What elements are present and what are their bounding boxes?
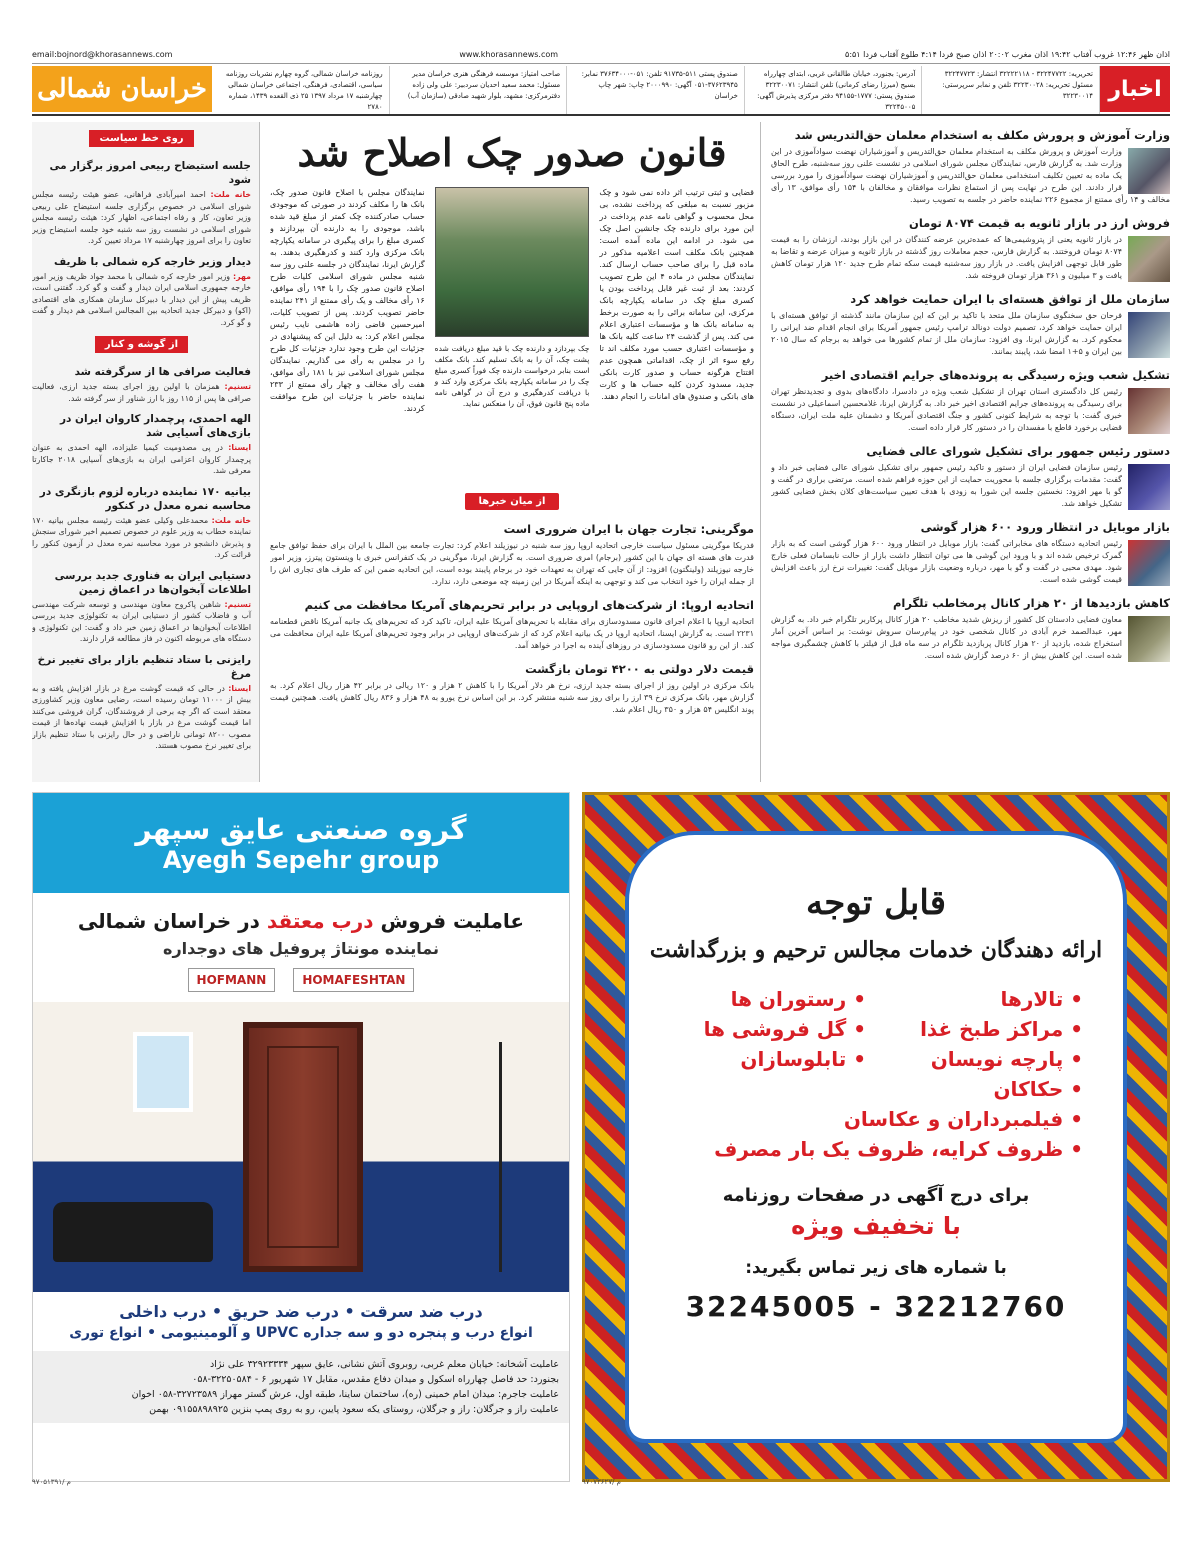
sidebar-head-misc: از گوشه و کنار bbox=[95, 336, 188, 353]
top-email: email:bojnord@khorasannews.com bbox=[32, 50, 173, 59]
news-item bbox=[771, 514, 1170, 586]
masthead-info: تحریریه: ۳۲۲۴۷۷۲۲ - ۳۲۲۲۲۱۱۸ انتشار: ۳۲۲۴۷۷۲۳ مسئول تحریریه: ۳۲۲۳۰۰۲۸ تلفن و نمابر سرپرستی: ۳۲۲۳۰۰۱۴ bbox=[922, 66, 1100, 114]
main-story-body bbox=[270, 187, 754, 487]
news-thumbnail bbox=[1128, 148, 1170, 194]
news-thumbnail bbox=[1128, 388, 1170, 434]
news-title[interactable]: بازار موبایل در انتظار ورود ۶۰۰ هزار گوشی bbox=[920, 520, 1170, 534]
door-showroom-image bbox=[33, 1002, 569, 1292]
masthead-info: صاحب امتیاز: موسسه فرهنگی هنری خراسان مدیر مسئول: محمد سعید احدیان سردبیر: علی ولی زاده دفترمرکزی: مشهد، بلوار شهید صادقی (سازمان آب) bbox=[390, 66, 568, 114]
sidebar-item bbox=[32, 653, 251, 752]
news-thumbnail bbox=[1128, 464, 1170, 510]
source-label: خانه ملت: bbox=[211, 515, 251, 525]
service-item: • ظروف کرایه، ظروف یک بار مصرف bbox=[714, 1137, 1083, 1161]
service-item: • مراکز طبخ غذا bbox=[920, 1017, 1083, 1041]
news-thumbnail bbox=[1128, 540, 1170, 586]
lamp-icon bbox=[499, 1042, 529, 1272]
brief-body: اتحادیه اروپا با اعلام اجرای قانون مسدودسازی برای مقابله با تحریم‌های آمریکا علیه ایران، تاکید کرد که تحریم‌های یک جانبه آمریکا ناقض قطعنامه ۲۲۳۱ است. به گزارش ایسنا، اتحادیه اروپا در یک بیانیه اعلام کرد که از شرکت‌های اروپایی در برابر وجود تحریم‌های آمریکا علیه ایران محافظت می کند. از این رو قانون مسدودسازی در روزهای آینده به اجرا در خواهد آمد. bbox=[270, 617, 754, 650]
newspaper-logo: خراسان شمالی bbox=[32, 66, 212, 112]
ad-header bbox=[33, 793, 569, 893]
news-body: رئیس اتحادیه دستگاه های مخابراتی گفت: بازار موبایل در انتظار ورود ۶۰۰ هزار گوشی است که به بازار گمرک ترخیص شده اند و با ورود این گوشی ها می توان انتظار داشت بازار از حالت نابسامان فعلی خارج شود. مهدی محبی در گفت و گو با مهر، درباره وضعیت بازار موبایل گفت: تغییرات نرخ ارز باعث افزایش قیمت گوشی شده است. bbox=[771, 539, 1122, 584]
masthead bbox=[32, 66, 1170, 116]
product-types: انواع درب و پنجره دو و سه جداره UPVC و آلومینیومی • انواع توری bbox=[69, 1325, 533, 1341]
news-body: فرحان حق سخنگوی سازمان ملل متحد با تاکید بر این که این سازمان مانند گذشته از توافق هسته‌ای با ایران حمایت خواهد کرد، تصمیم دولت دونالد ترامپ رئیس جمهور آمریکا برای انجام اقدام ضد ایرانی را محکوم کرد. به گزارش ایرنا، وی افزود: سازمان ملل از تمام کشورها می خواهد به برجام که سال ۲۰۱۵ بین ایران و ۵+۱ امضا شد، پایبند بمانند. bbox=[771, 311, 1122, 356]
sidebar-head-politics: روی خط سیاست bbox=[89, 130, 193, 147]
news-title[interactable]: فروش ارز در بازار ثانویه به قیمت ۸۰۷۴ تومان bbox=[909, 216, 1170, 230]
news-item bbox=[771, 122, 1170, 206]
brief-title[interactable]: قیمت دلار دولتی به ۴۲۰۰ تومان بازگشت bbox=[525, 662, 754, 676]
news-thumbnail bbox=[1128, 312, 1170, 358]
right-news-column bbox=[760, 122, 1170, 782]
source-label: تسنیم: bbox=[224, 599, 251, 609]
news-title[interactable]: سازمان ملل از توافق هسته‌ای با ایران حمایت خواهد کرد bbox=[850, 292, 1170, 306]
ad-subtitle: ارائه دهندگان خدمات مجالس ترحیم و بزرگداشت bbox=[649, 937, 1103, 963]
ad-call-text: با شماره های زیر تماس بگیرید: bbox=[745, 1258, 1007, 1278]
partner-logos bbox=[33, 968, 569, 992]
service-item: • تالارها bbox=[1000, 987, 1083, 1011]
sidebar-body: در پی مصدومیت کیمیا علیزاده، الهه احمدی به عنوان پرچمدار کاروان اعزامی ایران به بازی‌های آسیایی ۲۰۱۸ جاکارتا معرفی شد. bbox=[32, 443, 251, 475]
homafeshtan-logo: HOMAFESHTAN bbox=[293, 968, 414, 992]
sidebar-body: محمدعلی وکیلی عضو هیئت رئیسه مجلس بیانیه ۱۷۰ نماینده خطاب به وزیر علوم در خصوص تصمیم اخیر شورای سنجش و پذیرش دانشجو در مورد محاسبه نمره معدل در آزمون کنکور را قرائت کرد. bbox=[32, 515, 251, 559]
sidebar-item bbox=[32, 485, 251, 561]
ad-code: ۹۷۰۵۱۳۹۱/ م bbox=[32, 1478, 72, 1486]
sidebar-item bbox=[32, 159, 251, 247]
sidebar-body: همزمان با اولین روز اجرای بسته جدید ارزی، فعالیت صرافی ها پس از ۱۱۵ روز با ارز شناور از سر گرفته شد. bbox=[32, 382, 251, 403]
agency-sub: نماینده مونتاژ پروفیل های دوجداره bbox=[163, 939, 439, 958]
top-site: www.khorasannews.com bbox=[459, 50, 559, 59]
brief-body: فدریکا موگرینی مسئول سیاست خارجی اتحادیه اروپا روز سه شنبه در نیوزیلند اعلام کرد: تجارت جامعه بین الملل با ایران برای حفظ توافق جامع قدرت های هسته ای جهان با این کشور (برجام) امری ضروری است. به گزارش ایرنا، موگرینی در یک کنفرانس خبری با وینستون پیترز، وزیر امور خارجه نیوزیلند (ولینگتون) افزود: از آن جایی که تهران به تعهدات خود در برجام پایبند بوده است، این اتحادیه ضمن این که طرف های تجاری اش را از جمله ایران را خود انتخاب می کند و توجهی به اینکه آمریکا در این زمینه چه موضعی دارد، ندارد. bbox=[270, 541, 754, 586]
door-icon bbox=[243, 1022, 363, 1272]
sofa-icon bbox=[53, 1202, 213, 1262]
news-item bbox=[771, 210, 1170, 282]
hofmann-logo: HOFMANN bbox=[188, 968, 276, 992]
sidebar-item bbox=[32, 255, 251, 329]
main-headline[interactable]: قانون صدور چک اصلاح شد bbox=[297, 130, 727, 175]
ad-publish-text: برای درج آگهی در صفحات روزنامه bbox=[722, 1185, 1030, 1206]
story-column bbox=[435, 187, 590, 487]
brief-body: بانک مرکزی در اولین روز از اجرای بسته جدید ارزی، نرخ هر دلار آمریکا را با کاهش ۲ هزار و ۱۲۰ ریالی در برابر ۴۲ هزار ریال اعلام کرد. به گزارش مهر، بانک مرکزی نرخ ۳۹ ارز را برای روز سه شنبه منتشر کرد. بر این اساس نرخ یورو به ۴۸ هزار و ۸۳۶ ریال کاهش یافت. همچنین قیمت پوند انگلیس ۵۴ هزار و ۳۵۰ ریال اعلام شد. bbox=[270, 681, 754, 714]
news-body: در بازار ثانویه یعنی از پتروشیمی‌ها که عمده‌ترین عرضه کنندگان در این بازار بودند، ارزشان را به قیمت ۸۰۷۴ تومان فروختند. به گزارش فارس، حجم معاملات روز گذشته در بازار ثانویه و میزان عرضه و تقاضا به طور قابل توجهی افزایش یافت. در بازار روز سه‌شنبه قیمت سکه تمام طرح جدید ۱۲۰ هزار تومان کاهش یافت و ۳ میلیون و ۳۶۱ هزار تومان فروخته شد. bbox=[771, 235, 1123, 280]
sidebar-title[interactable]: فعالیت صرافی ها از سرگرفته شد bbox=[74, 366, 251, 378]
news-title[interactable]: دستور رئیس جمهور برای تشکیل شورای عالی فضایی bbox=[866, 444, 1170, 458]
attention-ad[interactable] bbox=[582, 792, 1170, 1482]
brief-item bbox=[270, 516, 754, 588]
sidebar-title[interactable]: بیانیه ۱۷۰ نماینده درباره لزوم بازنگری در محاسبه نمره معدل در کنکور bbox=[39, 485, 251, 512]
source-label: ایسنا: bbox=[228, 683, 251, 693]
news-body: رئیس کل دادگستری استان تهران از تشکیل شعب ویژه در دادسرا، دادگاه‌های بدوی و تجدیدنظر تهران برای رسیدگی به پرونده‌های جرایم اقتصادی اخیر خبر داد. به گزارش ایرنا، غلامحسین اسماعیلی در نشست خبری گفت: با توجه به شرایط کنونی کشور و جنگ اقتصادی آمریکا و دشمنان علیه ملت ایران، دستگاه قضایی برخورد قاطع با مفسدان را در دستور کار قرار داده است. bbox=[771, 387, 1122, 432]
attention-ad-panel bbox=[625, 831, 1127, 1443]
sidebar-body: احمد امیرآبادی فراهانی، عضو هیئت رئیسه مجلس شورای اسلامی در خصوص برگزاری جلسه استیضاح علی ربیعی وزیر تعاون، کار و رفاه اجتماعی، اظهار کرد: هیئت رئیسه مجلس شورای اسلامی در نشست روز سه شنبه خود جلسه استیضاح وزیر تعاون را برای امروز چهارشنبه ۱۷ مرداد تعیین کرد. bbox=[32, 190, 251, 245]
news-item bbox=[771, 590, 1170, 662]
masthead-info: آدرس: بجنورد، خیابان طالقانی غربی، ابتدای چهارراه بسیج (میرزا رضای کرمانی) تلفن انتشار: ۳۲۲۳۰۰۷۱ صندوق پستی: ۱۷۷۷-۹۴۱۵۵ دفتر مرکزی پذیرش آگهی: ۳۲۲۴۵۰۰۵ bbox=[745, 66, 923, 114]
briefs-tag: از میان خبرها bbox=[465, 493, 560, 510]
source-label: ایسنا: bbox=[228, 443, 251, 452]
agency-line: عاملیت فروش درب معتقد در خراسان شمالی bbox=[77, 909, 525, 933]
sidebar-item bbox=[32, 365, 251, 404]
sidebar-title[interactable]: رایزنی با ستاد تنظیم بازار برای تغییر نرخ مرغ bbox=[37, 653, 251, 680]
sidebar-body: وزیر امور خارجه کره شمالی با محمد جواد ظریف وزیر امور خارجه جمهوری اسلامی ایران دیدار و گفت و گو کرد. گفتنی است، ظریف پیش از این دیدار با دبیرکل سازمان همکاری های اقتصادی (اکو) و دبیرکل جدید اتحادیه بین المجالس اسلامی هم دیدار و گفت و گو کرد. bbox=[32, 271, 251, 327]
address-line: بجنورد: حد فاصل چهارراه اسکول و میدان دفاع مقدس، مقابل ۱۷ شهریور ۶ - ۳۲۲۵۰۵۸۴-۰۵۸ bbox=[192, 1374, 559, 1385]
brief-title[interactable]: اتحادیه اروپا: از شرکت‌های اروپایی در برابر تحریم‌های آمریکا محافظت می کنیم bbox=[304, 598, 754, 612]
story-column: نمایندگان مجلس با اصلاح قانون صدور چک، بانک ها را مکلف کردند در صورتی که موجودی حساب صادرکننده چک کمتر از مبلغ قید شده باشد، موجودی را به دارنده آن بپردازند و کسری مبلغ را برای پیگیری در سامانه یکپارچه بانک مرکزی وارد کنند و کدرهگیری بدهند. به گزارش ایرنا، نمایندگان در جلسه علنی روز سه شنبه مجلس شورای اسلامی کلیات طرح اصلاح قانون صدور چک را با ۱۹۴ رأی موافق، ۱۶ رأی مخالف و یک رأی ممتنع از ۲۴۱ نماینده حاضر تصویب کردند. پس از تصویب کلیات، امیرحسین قاضی زاده هاشمی نایب رئیس مجلس اعلام کرد: به دلیل این که پیشنهادی در جزئیات این طرح وجود ندارد جزئیات کل طرح را در مجلس به رأی می گذاریم. نمایندگان مجلس شورای اسلامی نیز با ۱۸۱ رأی موافق، هفت رأی مخالف و چهار رأی ممتنع از ۲۳۳ نماینده حاضر با جزئیات این طرح موافقت کردند. bbox=[270, 188, 425, 413]
company-name-fa: گروه صنعتی عایق سپهر bbox=[135, 812, 467, 846]
ad-code: ۹۷۰۷۳۶۲۷/ م bbox=[582, 1478, 622, 1486]
parliament-photo bbox=[435, 187, 590, 337]
sidebar-title[interactable]: الهه احمدی، پرچمدار کاروان ایران در بازی‌های آسیایی شد bbox=[59, 413, 251, 439]
news-item bbox=[771, 286, 1170, 358]
sidebar-title[interactable]: جلسه استیضاح ربیعی امروز برگزار می شود bbox=[49, 160, 251, 186]
section-badge: اخبار bbox=[1100, 66, 1170, 112]
ayegh-sepehr-ad[interactable] bbox=[32, 792, 570, 1482]
ad-discount: با تخفیف ویژه bbox=[791, 1212, 961, 1240]
sidebar-body: در حالی که قیمت گوشت مرغ در بازار افزایش یافته و به بیش از ۱۱۰۰۰ تومان رسیده است، رضایی معاون وزیر کشاورزی معتقد است که اگر چه برخی از فروشندگان، گران فروشی می‌کنند اما قیمت گوشت مرغ در بازار با افزایش قیمت نهاده‌ها از قیمت مصوب ۸۲۰۰ تومانی ناراضی و در حال رایزنی با ستاد تنظیم بازار برای تغییر نرخ مصوب هستند. bbox=[32, 683, 251, 750]
agency-addresses bbox=[33, 1351, 569, 1423]
address-line: عاملیت راز و جرگلان: راز و جرگلان، روستای یکه سعود پایین، رو به روی پمپ بنزین ۰۹۱۵۵۸۹۸۹۲۵ بهمن bbox=[149, 1404, 559, 1415]
service-item: • تابلوسازان bbox=[740, 1047, 866, 1071]
news-body: معاون فضایی دادستان کل کشور از ریزش شدید مخاطب ۲۰ هزار کانال پرکاربر تلگرام خبر داد. به گزارش مهر، عبدالصمد خرم آبادی در کانال شخصی خود در پیام‌رسان سروش نوشت: بر اساس آخرین آمار استخراج شده، بازدید از ۲۰ هزار کانال پربازدید تلگرام در سه ماه قبل از فیلتر با کاهش چشمگیری مواجه شده است. این کاهش بیش از ۶۰ درصد گزارش شده است. bbox=[771, 615, 1123, 660]
company-name-en: Ayegh Sepehr group bbox=[162, 845, 440, 874]
ad-phone-numbers[interactable]: 32245005 - 32212760 bbox=[685, 1290, 1067, 1323]
service-item: • گل فروشی ها bbox=[703, 1017, 866, 1041]
news-thumbnail bbox=[1128, 616, 1170, 662]
news-title[interactable]: وزارت آموزش و پرورش مکلف به استخدام معلمان حق‌التدریس شد bbox=[794, 128, 1170, 142]
news-item bbox=[771, 438, 1170, 510]
brief-item bbox=[270, 656, 754, 716]
news-body: وزارت آموزش و پرورش مکلف به استخدام معلمان حق‌التدریس و آموزشیاران نهضت سوادآموزی در این وزارت شد. به گزارش فارس، نمایندگان مجلس شورای اسلامی در نشست علنی روز سه‌شنبه، طرح الحاق یک ماده به تعیین تکلیف استخدامی معلمان حق‌التدریس و آموزشیاران نهضت سوادآموزی را مورد بررسی قرار دادند. این طرح در نهایت پس از استماع نظرات موافقان و مخالفان با ۱۵۴ رأی موافق، ۱۳ رأی مخالف و ۱۴ رأی ممتنع از مجموع ۲۲۶ نماینده حاضر در جلسه به تصویب رسید. bbox=[771, 147, 1170, 204]
window-icon bbox=[133, 1032, 193, 1112]
service-item: • فیلمبرداران و عکاسان bbox=[843, 1107, 1083, 1131]
service-item: • پارچه نویسان bbox=[930, 1047, 1083, 1071]
source-label: خانه ملت: bbox=[210, 190, 251, 199]
address-line: عاملیت جاجرم: میدان امام خمینی (ره)، ساختمان ساینا، طبقه اول، عرش گستر مهراز ۳۲۷۲۳۵۸۹-۰۵۸ اخوان bbox=[131, 1389, 559, 1400]
sidebar-title[interactable]: دیدار وزیر خارجه کره شمالی با ظریف bbox=[54, 255, 251, 268]
news-title[interactable]: کاهش بازدیدها از ۲۰ هزار کانال پرمخاطب تلگرام bbox=[892, 596, 1170, 610]
brief-title[interactable]: موگرینی: تجارت جهان با ایران ضروری است bbox=[503, 522, 754, 536]
sidebar-body: شاهین پاکروح معاون مهندسی و توسعه شرکت مهندسی آب و فاضلاب کشور از دستیابی ایران به تکنولوژی جدید بررسی اطلاعات آبخوان‌ها در اعماق زمین خبر داد و گفت: این تکنولوژی و دستگاه های مربوطه اکنون در فاز مطالعه قرار دارند. bbox=[32, 599, 251, 643]
main-story bbox=[270, 122, 754, 782]
story-column: قضایی و ثبتی ترتیب اثر داده نمی شود و چک مزبور نسبت به مبلغی که پرداخت نشده، بی محل محسوب و گواهی نامه عدم پرداخت در این مورد برای دارنده چک جانشین اصل چک می شود. در ادامه این ماده آمده است: همچنین بانک مکلف است اعلامیه مذکور در ماده قبل را برای صاحب حساب ارسال کند. نمایندگان مجلس در ماده ۴ این طرح تصویب کردند: بعد از ثبت غیر قابل پرداخت بودن یا کسری مبلغ چک در سامانه یکپارچه بانک مرکزی، این سامانه برائی را به صورت برخط به سامانه بانک ها و مؤسسات اعتباری اعلام می کند. پس از گذشت ۲۴ ساعت کلیه بانک ها و مؤسسات اعتباری حسب مورد مکلف اند تا رفع سوء اثر از چک، اقداماتی همچون عدم افتتاح هرگونه حساب و صدور کارت بانکی جدید، مسدود کردن کلیه حساب ها و کارت های بانکی و صندوق های امانات را انجام دهند. bbox=[599, 188, 754, 401]
service-list bbox=[649, 987, 1103, 1161]
service-item: • رستوران ها bbox=[730, 987, 866, 1011]
news-body: رئیس سازمان فضایی ایران از دستور و تاکید رئیس جمهور برای تشکیل شورای عالی فضایی خبر داد و گفت: مقدمات برگزاری جلسه با محوریت حمایت از این حوزه فراهم شده است. مرتضی براری در گفت و گو با مهر افزود: نخستین جلسه این شورا به زودی با هدف تعیین سیاست‌های کلان بخش فضایی کشور تشکیل خواهد شد. bbox=[771, 463, 1122, 508]
top-bar bbox=[32, 46, 1170, 64]
news-thumbnail bbox=[1128, 236, 1170, 282]
product-types: درب ضد سرقت • درب ضد حریق • درب داخلی bbox=[119, 1302, 483, 1321]
sidebar-title[interactable]: دستیابی ایران به فناوری جدید بررسی اطلاعات آبخوان‌ها در اعماق زمین bbox=[54, 569, 251, 596]
news-title[interactable]: تشکیل شعب ویژه رسیدگی به پرونده‌های جرایم اقتصادی اخیر bbox=[821, 368, 1170, 382]
brief-item bbox=[270, 592, 754, 652]
source-label: تسنیم: bbox=[224, 382, 251, 391]
brand-name: درب معتقد bbox=[266, 909, 374, 933]
masthead-info: روزنامه خراسان شمالی، گروه چهارم نشریات روزنامه سیاسی، اقتصادی، فرهنگی، اجتماعی خراسان شمالی چهارشنبه ۱۷ مرداد ۱۳۹۷ ۲۵ ذی القعده ۱۴۳۹، شماره ۲۷۸۰ bbox=[212, 66, 390, 114]
service-item: • حکاکان bbox=[993, 1077, 1083, 1101]
sidebar-item bbox=[32, 569, 251, 645]
address-line: عاملیت آشخانه: خیابان معلم غربی، روبروی آتش نشانی، عایق سپهر ۳۲۹۲۳۳۳۴ علی نژاد bbox=[210, 1359, 559, 1370]
left-sidebar bbox=[32, 122, 260, 782]
news-item bbox=[771, 362, 1170, 434]
prayer-times: اذان ظهر ۱۲:۴۶ غروب آفتاب ۱۹:۴۲ اذان مغرب ۲۰:۰۲ اذان صبح فردا ۴:۱۴ طلوع آفتاب فردا ۵:۵۱ bbox=[845, 50, 1170, 59]
source-label: مهر: bbox=[233, 271, 251, 281]
masthead-info: صندوق پستی ۵۱۱-۹۱۷۳۵ تلفن: ۰۵۱-۳۷۶۳۴۰۰۰ نمابر: ۳۷۶۲۳۹۴۵-۰۵۱ آگهی: ۲۰۰۰۹۹۰ چاپ: شهر چاپ خراسان bbox=[567, 66, 745, 114]
ad-title: قابل توجه bbox=[806, 883, 946, 923]
story-text: چک بپردازد و دارنده چک با قید مبلغ دریافت شده پشت چک، آن را به بانک تسلیم کند. بانک مکلف است بنابر درخواست دارنده چک فوراً کسری مبلغ چک را در سامانه یکپارچه بانک مرکزی وارد کند و با دریافت کدرهگیری و درج آن در گواهی نامه ماده پنج قانون فوق، آن را منعکس نماید. bbox=[434, 344, 590, 408]
sidebar-item bbox=[32, 412, 251, 477]
